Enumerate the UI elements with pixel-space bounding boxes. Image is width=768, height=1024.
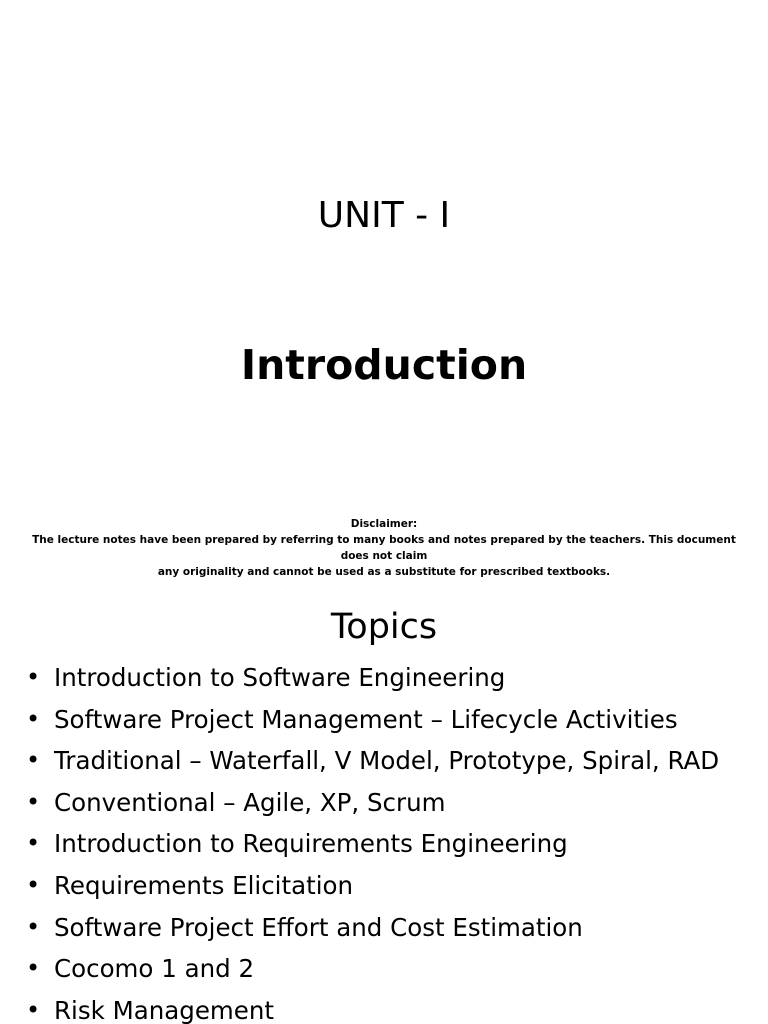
topic-list bbox=[26, 657, 719, 1024]
bullet-icon: • bbox=[26, 746, 41, 775]
topic-item bbox=[26, 823, 719, 865]
topic-item bbox=[26, 948, 719, 990]
bullet-icon: • bbox=[26, 829, 41, 858]
topics-title: Topics bbox=[330, 607, 438, 647]
topic-label: Software Project Effort and Cost Estimation bbox=[54, 912, 583, 942]
topic-item bbox=[26, 782, 719, 824]
topics-slide bbox=[0, 576, 768, 1024]
bullet-icon: • bbox=[26, 954, 41, 983]
disclaimer bbox=[20, 516, 748, 580]
topic-label: Risk Management bbox=[54, 995, 274, 1024]
topic-item bbox=[26, 657, 719, 699]
topic-label: Requirements Elicitation bbox=[54, 870, 354, 900]
topic-label: Traditional – Waterfall, V Model, Prototype, Spiral, RAD bbox=[54, 746, 720, 776]
disclaimer-line-2: any originality and cannot be used as a substitute for prescribed textbooks. bbox=[157, 566, 611, 578]
topic-item bbox=[26, 699, 719, 741]
bullet-icon: • bbox=[26, 870, 41, 899]
main-title: Introduction bbox=[240, 341, 528, 389]
topic-item bbox=[26, 740, 719, 782]
bullet-icon: • bbox=[26, 995, 41, 1024]
topic-label: Cocomo 1 and 2 bbox=[54, 954, 255, 984]
topic-label: Introduction to Requirements Engineering bbox=[54, 829, 568, 859]
topic-label: Conventional – Agile, XP, Scrum bbox=[54, 787, 446, 817]
topic-item bbox=[26, 990, 719, 1024]
bullet-icon: • bbox=[26, 787, 41, 816]
disclaimer-line-1: The lecture notes have been prepared by referring to many books and notes prepared by the teachers. This document does not claim bbox=[32, 534, 736, 562]
topic-label: Software Project Management – Lifecycle Activities bbox=[54, 704, 678, 734]
topic-item bbox=[26, 907, 719, 949]
bullet-icon: • bbox=[26, 663, 41, 691]
topic-item bbox=[26, 865, 719, 907]
topic-label: Introduction to Software Engineering bbox=[54, 663, 506, 692]
bullet-icon: • bbox=[26, 704, 41, 733]
unit-title: UNIT - I bbox=[317, 195, 451, 236]
bullet-icon: • bbox=[26, 912, 41, 941]
disclaimer-heading: Disclaimer: bbox=[350, 518, 418, 530]
